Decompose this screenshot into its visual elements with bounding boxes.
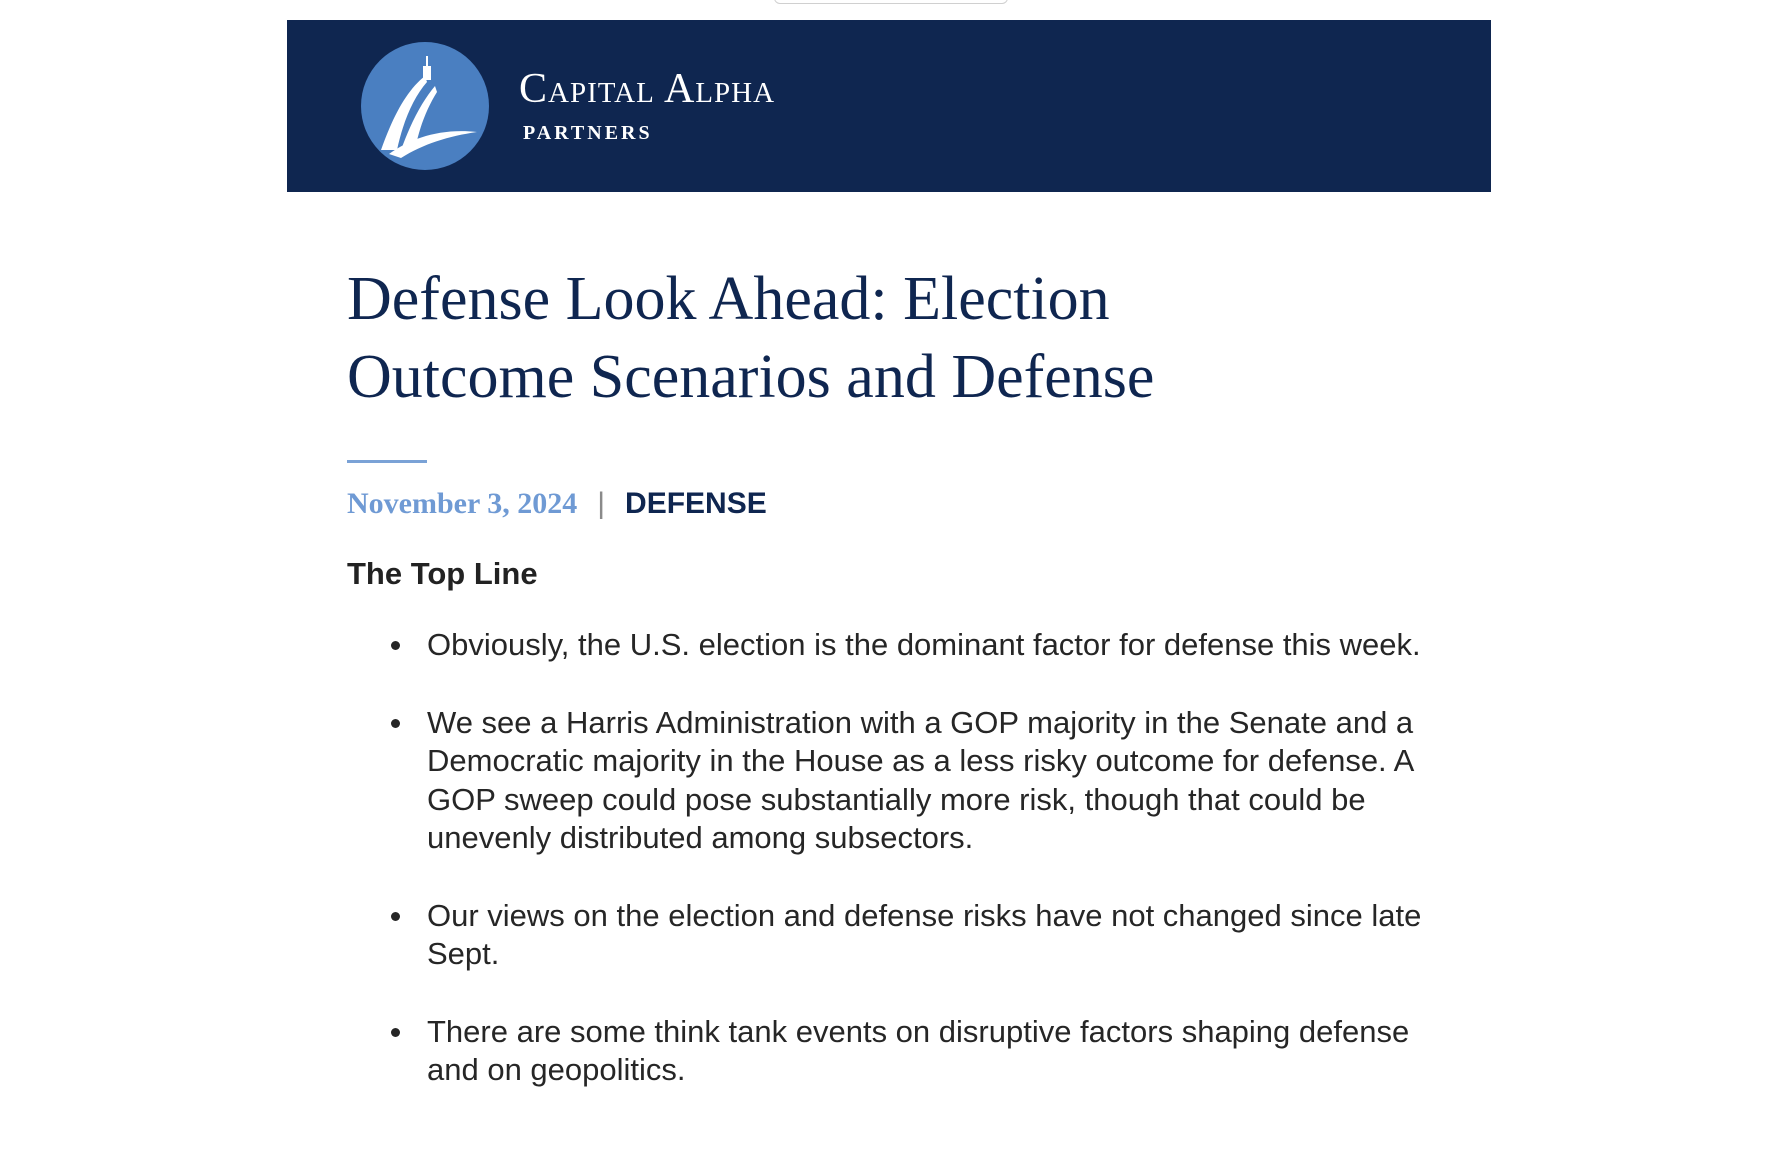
brand-name: Capital Alpha [519,66,776,112]
header-banner [287,20,1491,192]
top-tab [774,0,1008,4]
bullet-icon [391,1028,400,1037]
article-title: Defense Look Ahead: Election Outcome Scenarios and Defense [347,265,1155,411]
article-category: DEFENSE [625,487,767,520]
list-item-text: There are some think tank events on disruptive factors shaping defense and on geopolitics. [427,1013,1410,1087]
top-line-list [347,626,1437,1129]
list-item [347,704,1437,858]
section-heading: The Top Line [347,556,538,591]
title-divider [347,460,427,463]
brand-subtitle: PARTNERS [523,122,653,144]
bullet-icon [391,912,400,921]
bullet-icon [391,719,400,728]
list-item-text: Obviously, the U.S. election is the dominant factor for defense this week. [427,627,1421,662]
article-date: November 3, 2024 [347,487,578,520]
list-item [347,897,1437,974]
list-item-text: Our views on the election and defense risks have not changed since late Sept. [427,897,1422,971]
list-item [347,1013,1437,1090]
bullet-icon [391,641,400,650]
meta-separator: | [597,487,606,520]
list-item-text: We see a Harris Administration with a GOP majority in the Senate and a Democratic majority in the House as a less risky outcome for defense. A GOP sweep could pose substantially more risk, though that could be unevenly distributed among subsectors. [427,704,1414,855]
article-meta [347,486,767,522]
capitol-dome-icon [361,42,489,170]
list-item [347,626,1437,665]
